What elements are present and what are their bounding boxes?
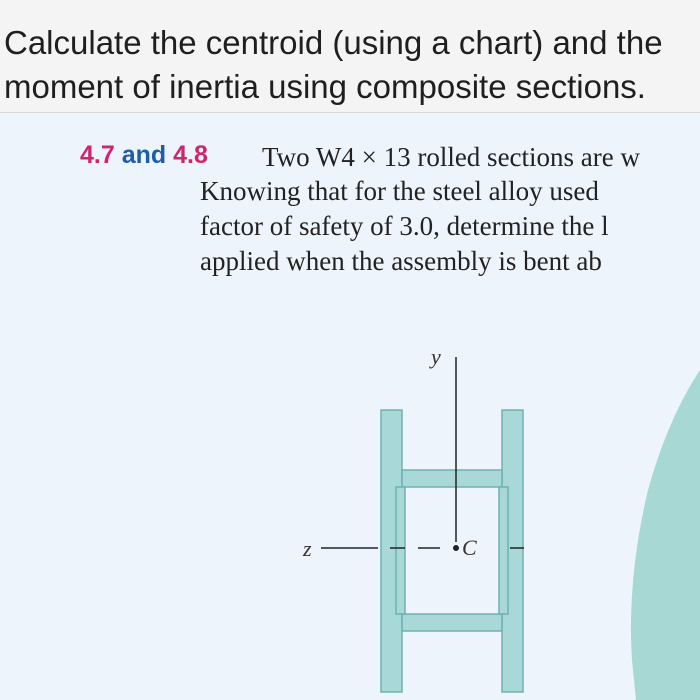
inner-left-flange: [396, 487, 405, 614]
question-line-1: Calculate the centroid (using a chart) and the: [4, 24, 663, 61]
centroid-label: C: [462, 535, 477, 560]
w-sections: [381, 410, 523, 692]
problem-number-a: 4.7: [80, 141, 115, 169]
y-axis-label: y: [431, 344, 441, 369]
inner-right-flange: [499, 487, 508, 614]
problem-text-line-1: Two W4 × 13 rolled sections are w: [262, 142, 640, 172]
problem-text-line-3: factor of safety of 3.0, determine the l: [200, 211, 609, 241]
side-shape: [631, 370, 700, 700]
problem-text-line-2: Knowing that for the steel alloy used: [200, 176, 599, 206]
top-web: [402, 470, 502, 487]
z-axis-label: z: [303, 536, 312, 561]
centroid-point: [453, 545, 459, 551]
question-line-2: moment of inertia using composite sections.: [4, 68, 646, 105]
problem-text-line-4: applied when the assembly is bent ab: [200, 246, 602, 276]
problem-number-and: and: [121, 141, 167, 169]
problem-number-b: 4.8: [173, 141, 208, 169]
bottom-web: [402, 614, 502, 631]
